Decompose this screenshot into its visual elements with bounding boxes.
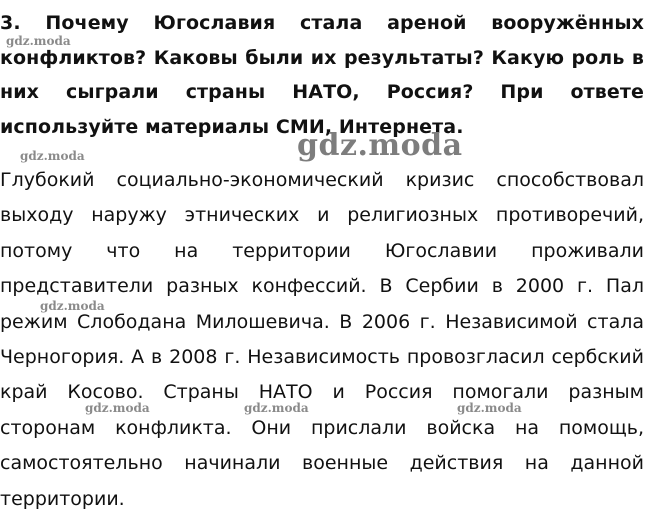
watermark-logo: gdz.moda	[40, 299, 105, 313]
answer-text: Глубокий социально-экономический кризис способствовал выходу наружу этнических и религиозных противоречий, потому что на территории Югославии проживали представители разных конфессий. В Сербии в 2000 г. Пал режим Слободана Милошевича. В 2006 г. Независимой стала Черногория. А в 2008 г. Независимость провозгласил сербский край Косово. Страны НАТО и Россия помогали разным сторонам конфликта. Они прислали войска на помощь, самостоятельно начинали военные действия на данной территории.	[0, 169, 644, 510]
watermark-logo: gdz.moda	[6, 34, 71, 48]
question-text: 3. Почему Югославия стала ареной вооружённых конфликтов? Каковы были их результаты? Какую роль в них сыграли страны НАТО, Россия? При ответе используйте материалы СМИ, Интернета.	[0, 12, 644, 138]
watermark-logo: gdz.moda	[20, 149, 85, 163]
watermark-logo: gdz.moda	[244, 401, 309, 415]
watermark-logo: gdz.moda	[85, 401, 150, 415]
watermark-logo: gdz.moda	[297, 128, 463, 163]
watermark-logo: gdz.moda	[457, 401, 522, 415]
